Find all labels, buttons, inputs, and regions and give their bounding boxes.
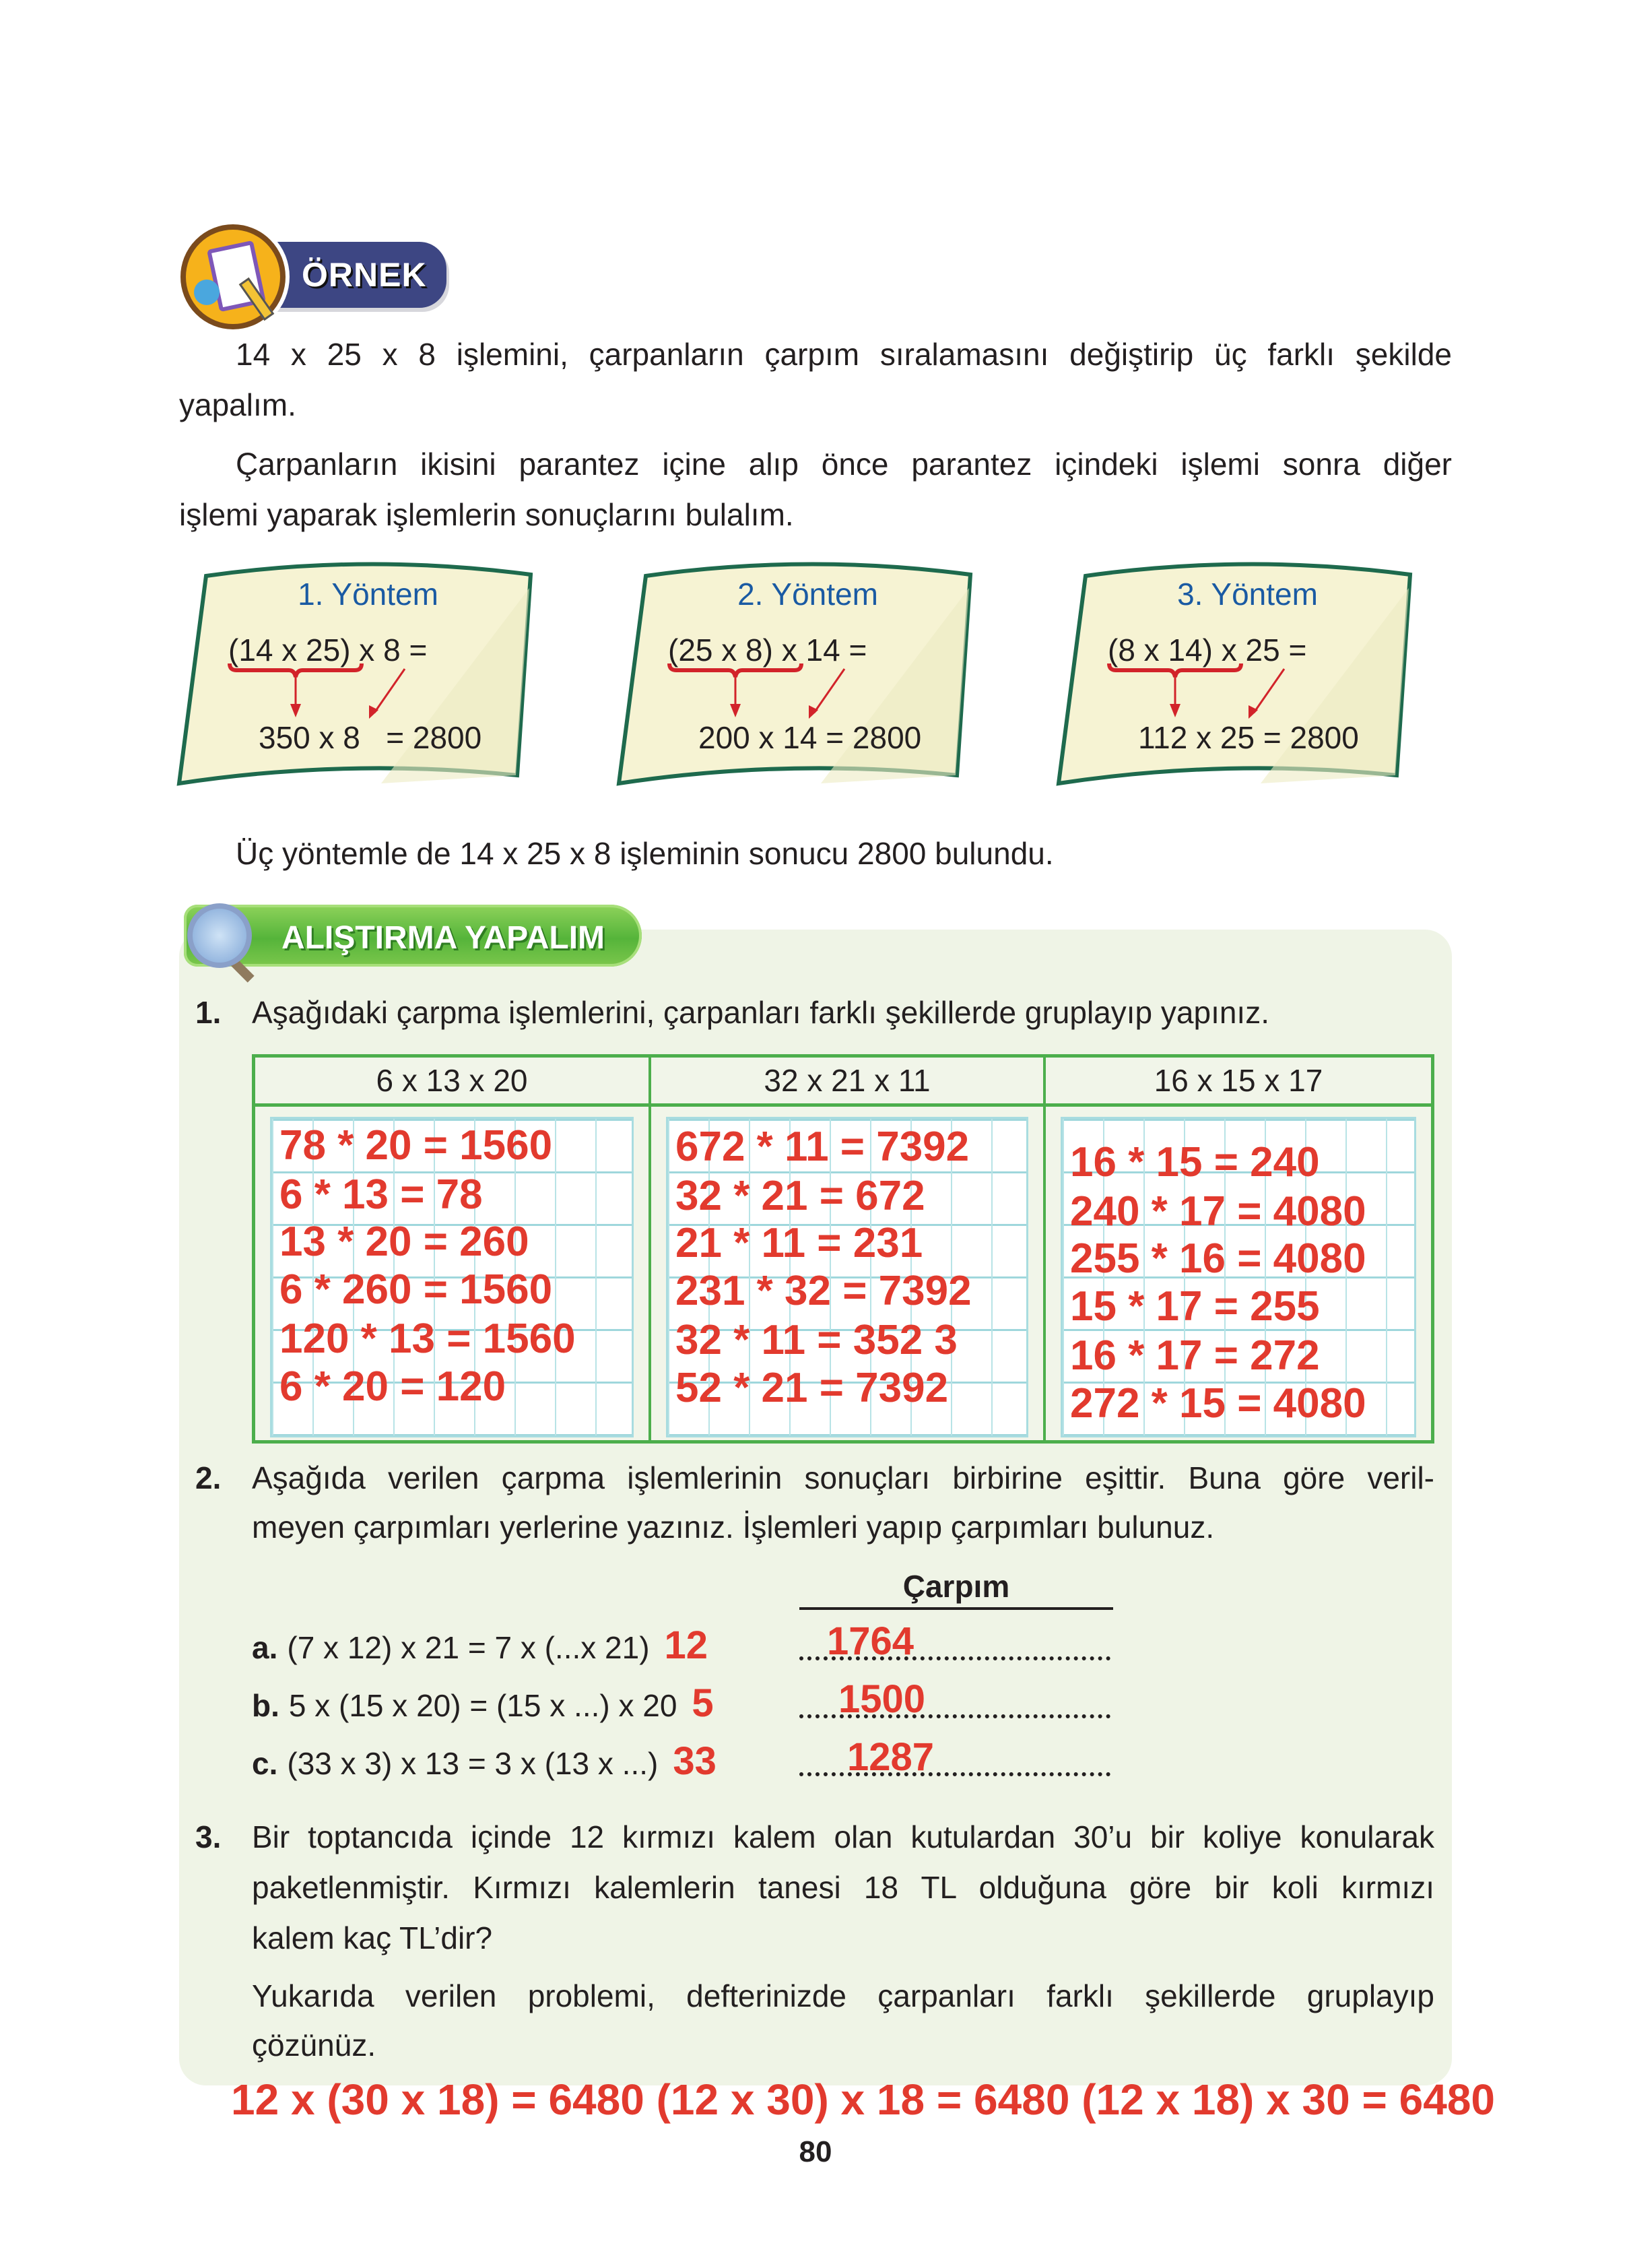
handwritten-work-line: 672 * 11 = 7392 bbox=[675, 1124, 970, 1170]
q2-filled-factor: 33 bbox=[673, 1739, 717, 1783]
table-column bbox=[648, 1058, 1043, 1440]
handwritten-work-line: 16 * 17 = 272 bbox=[1070, 1332, 1320, 1379]
handwritten-work-line: 240 * 17 = 4080 bbox=[1070, 1188, 1366, 1235]
handwritten-work-line: 52 * 21 = 7392 bbox=[675, 1365, 949, 1411]
q3-text-line1: Bir toptancıda içinde 12 kırmızı kalem olan kutulardan 30’u bir koliye konularak bbox=[252, 1819, 1434, 1854]
q2-item bbox=[252, 1681, 714, 1725]
column-header: 16 x 15 x 17 bbox=[1046, 1058, 1431, 1107]
q2-item bbox=[252, 1623, 708, 1667]
q2-item-equation: (33 x 3) x 13 = 3 x (13 x ...) bbox=[287, 1746, 659, 1781]
handwritten-work-line: 15 * 17 = 255 bbox=[1070, 1283, 1320, 1330]
q2-item-letter: a. bbox=[252, 1630, 278, 1665]
handwritten-work-line: 231 * 32 = 7392 bbox=[675, 1268, 972, 1314]
method-expression: (25 x 8) x 14 = bbox=[668, 633, 867, 668]
method-title: 3. Yöntem bbox=[1177, 577, 1318, 612]
handwritten-work-line: 13 * 20 = 260 bbox=[279, 1219, 529, 1265]
method-result: 350 x 8 = 2800 bbox=[259, 720, 482, 755]
handwritten-work-line: 272 * 15 = 4080 bbox=[1070, 1380, 1366, 1427]
summary-text: Üç yöntemle de 14 x 25 x 8 işleminin sonucu 2800 bulundu. bbox=[236, 836, 1054, 871]
intro-paragraph-2-end: işlemi yaparak işlemlerin sonuçlarını bulalım. bbox=[179, 497, 794, 532]
handwritten-work-line: 255 * 16 = 4080 bbox=[1070, 1235, 1366, 1282]
method-card-2 bbox=[619, 561, 997, 797]
intro-paragraph-1: 14 x 25 x 8 işlemini, çarpanların çarpım sıralamasını değiştirip üç farklı şekilde bbox=[236, 337, 1452, 372]
method-card-3 bbox=[1059, 561, 1436, 797]
method-result: 112 x 25 = 2800 bbox=[1138, 720, 1359, 755]
alistirma-label: ALIŞTIRMA YAPALIM bbox=[281, 920, 605, 956]
q3-number: 3. bbox=[195, 1819, 222, 1854]
method-result: 200 x 14 = 2800 bbox=[698, 720, 922, 755]
q3-text-line3: kalem kaç TL’dir? bbox=[252, 1920, 493, 1955]
q2-product: 1287 bbox=[847, 1735, 935, 1779]
q2-product: 1500 bbox=[838, 1677, 926, 1721]
column-header: 32 x 21 x 11 bbox=[651, 1058, 1043, 1107]
page-number: 80 bbox=[799, 2135, 832, 2168]
q2-filled-factor: 5 bbox=[692, 1681, 714, 1725]
table-column bbox=[1043, 1058, 1431, 1440]
carpim-underline bbox=[799, 1607, 1113, 1610]
q1-number: 1. bbox=[195, 995, 222, 1030]
handwritten-work-line: 32 * 21 = 672 bbox=[675, 1173, 925, 1219]
q2-answer-line bbox=[799, 1772, 1110, 1776]
method-expression: (8 x 14) x 25 = bbox=[1108, 633, 1307, 668]
handwritten-work-line: 120 * 13 = 1560 bbox=[279, 1316, 576, 1362]
method-expression: (14 x 25) x 8 = bbox=[228, 633, 428, 668]
carpim-header: Çarpım bbox=[902, 1569, 1010, 1604]
q2-filled-factor: 12 bbox=[664, 1623, 708, 1667]
q1-text: Aşağıdaki çarpma işlemlerini, çarpanları farklı şekillerde gruplayıp yapınız. bbox=[252, 995, 1269, 1030]
method-card-1 bbox=[179, 561, 557, 797]
column-header: 6 x 13 x 20 bbox=[255, 1058, 648, 1107]
ornek-badge bbox=[180, 224, 450, 325]
q1-table bbox=[252, 1054, 1434, 1444]
intro-paragraph-1-end: yapalım. bbox=[179, 387, 296, 422]
q2-item-equation: 5 x (15 x 20) = (15 x ...) x 20 bbox=[288, 1688, 677, 1723]
method-title: 1. Yöntem bbox=[298, 577, 438, 612]
table-column bbox=[255, 1058, 648, 1440]
q3-handwritten-answer: 12 x (30 x 18) = 6480 (12 x 30) x 18 = 6480 (12 x 18) x 30 = 6480 bbox=[231, 2075, 1495, 2124]
handwritten-work-line: 21 * 11 = 231 bbox=[675, 1220, 923, 1266]
handwritten-work-line: 16 * 15 = 240 bbox=[1070, 1139, 1320, 1186]
question-bubble-icon bbox=[194, 280, 220, 305]
clipboard-icon bbox=[180, 224, 286, 329]
q2-item-equation: (7 x 12) x 21 = 7 x (...x 21) bbox=[287, 1630, 650, 1665]
handwritten-work-line: 78 * 20 = 1560 bbox=[279, 1122, 553, 1169]
q2-number: 2. bbox=[195, 1460, 222, 1495]
alistirma-badge bbox=[170, 897, 643, 972]
handwritten-work-line: 6 * 260 = 1560 bbox=[279, 1266, 553, 1313]
q2-product: 1764 bbox=[827, 1619, 914, 1663]
handwritten-work-line: 6 * 13 = 78 bbox=[279, 1171, 483, 1218]
handwritten-work-line: 32 * 11 = 352 3 bbox=[675, 1317, 958, 1363]
q3-text-line5: çözünüz. bbox=[252, 2028, 376, 2063]
q2-text-line2: meyen çarpımları yerlerine yazınız. İşlemleri yapıp çarpımları bulunuz. bbox=[252, 1510, 1215, 1545]
method-title: 2. Yöntem bbox=[737, 577, 878, 612]
q2-item-letter: c. bbox=[252, 1746, 278, 1781]
handwritten-work-line: 6 * 20 = 120 bbox=[279, 1363, 506, 1410]
q3-text-line4: Yukarıda verilen problemi, defterinizde çarpanları farklı şekillerde gruplayıp bbox=[252, 1978, 1434, 2013]
ornek-label: ÖRNEK bbox=[302, 256, 427, 294]
q2-item-letter: b. bbox=[252, 1688, 279, 1723]
intro-paragraph-2: Çarpanların ikisini parantez içine alıp önce parantez içindeki işlemi sonra diğer bbox=[236, 447, 1452, 482]
q2-item bbox=[252, 1739, 717, 1783]
magnifier-icon bbox=[187, 903, 252, 968]
q2-text-line1: Aşağıda verilen çarpma işlemlerinin sonuçları birbirine eşittir. Buna göre veril- bbox=[252, 1460, 1434, 1495]
q3-text-line2: paketlenmiştir. Kırmızı kalemlerin tanesi 18 TL olduğuna göre bir koli kırmızı bbox=[252, 1870, 1434, 1905]
